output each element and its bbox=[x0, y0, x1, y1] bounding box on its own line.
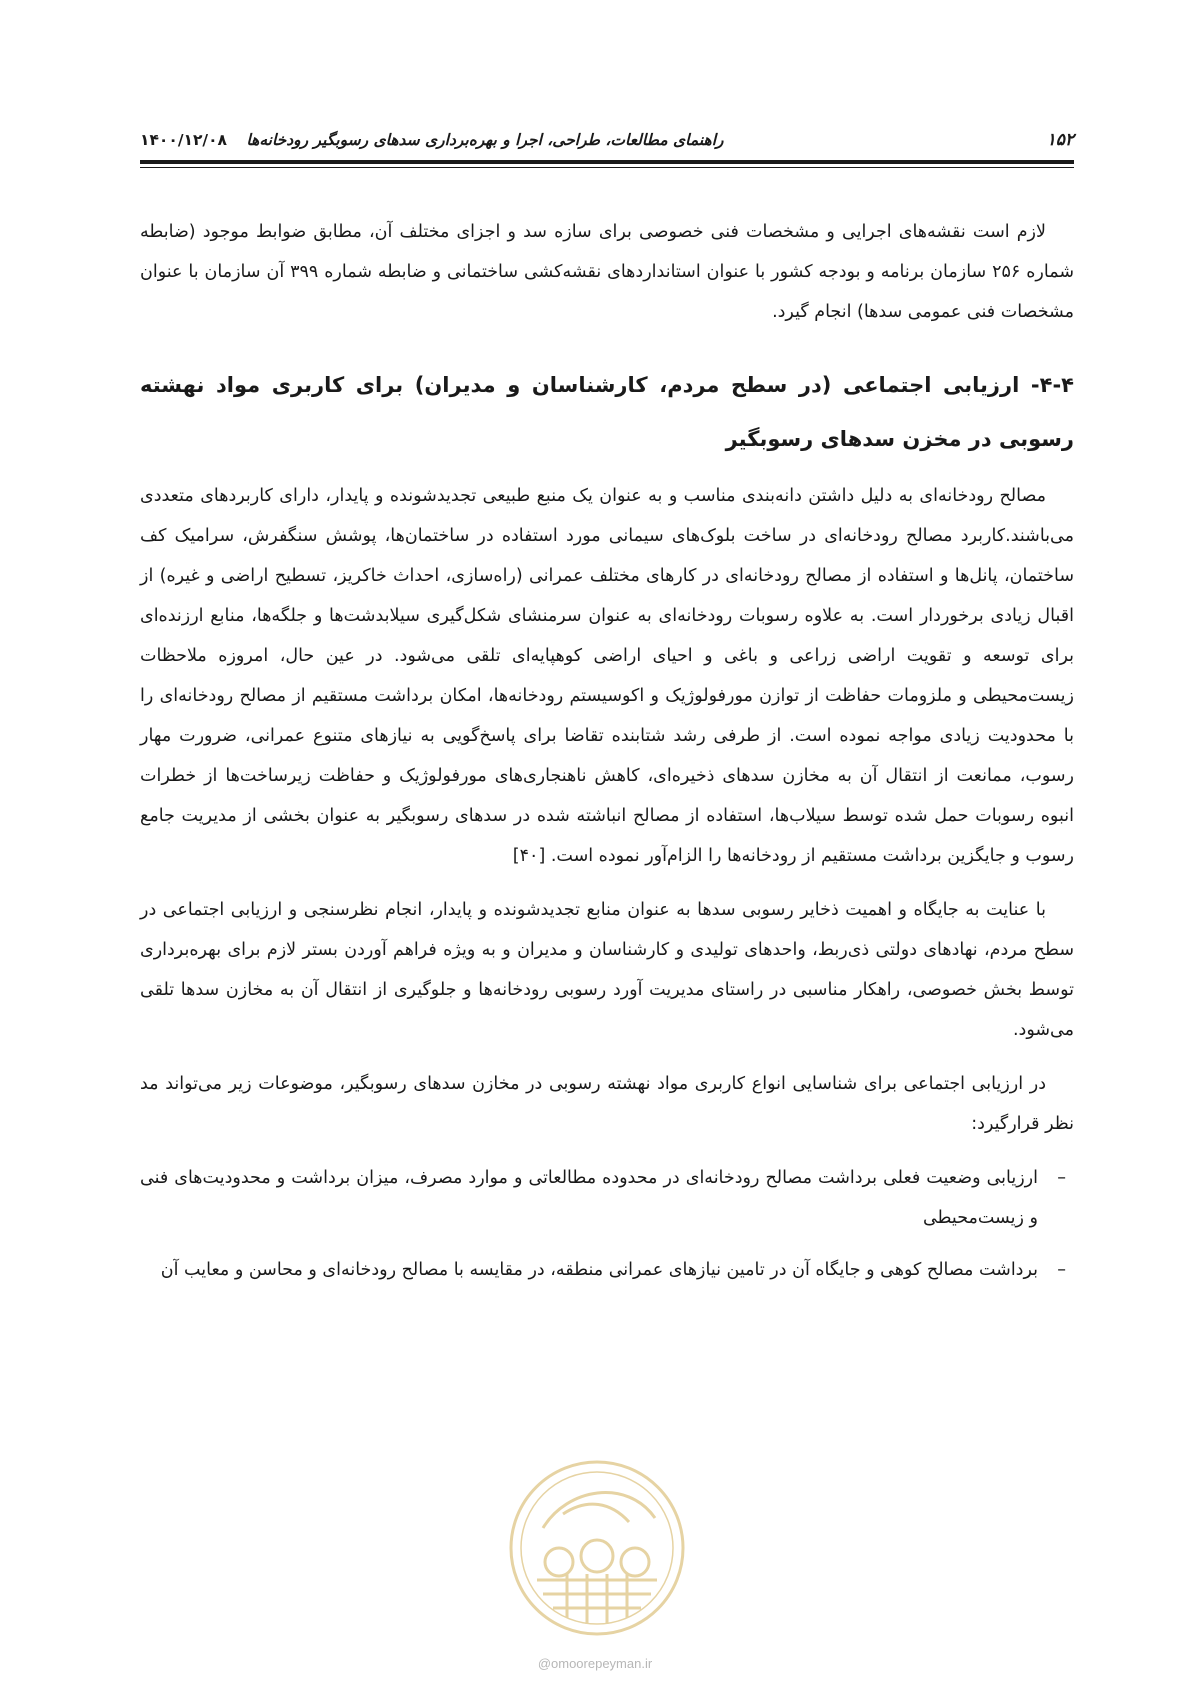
page-number: ۱۵۲ bbox=[1046, 130, 1074, 150]
header-date: ۱۴۰۰/۱۲/۰۸ bbox=[140, 131, 228, 149]
list-dash: – bbox=[1057, 1260, 1066, 1280]
publisher-seal-logo bbox=[507, 1458, 687, 1638]
body-paragraph-3: در ارزیابی اجتماعی برای شناسایی انواع کاربری مواد نهشته رسوبی در مخازن سدهای رسوبگیر، موضوعات زیر می‌تواند مد نظر قرارگیرد: bbox=[140, 1074, 1074, 1134]
list-item-text: برداشت مصالح کوهی و جایگاه آن در تامین نیازهای عمرانی منطقه، در مقایسه با مصالح رودخانه‌ای و محاسن و معایب آن bbox=[160, 1260, 1038, 1280]
watermark-url: @omoorepeyman.ir bbox=[537, 1656, 653, 1671]
page-body bbox=[140, 212, 1074, 1302]
body-paragraph-2: با عنایت به جایگاه و اهمیت ذخایر رسوبی سدها به عنوان منابع تجدیدشونده و پایدار، انجام نظرسنجی و ارزیابی اجتماعی در سطح مردم، نهادهای دولتی ذی‌ربط، واحدهای تولیدی و کارشناسان و مدیران و به ویژه فراهم آوردن بستر لازم برای بهره‌برداری توسط بخش خصوصی، راهکار مناسبی در راستای مدیریت آورد رسوبی رودخانه‌ها و جلوگیری از انتقال آن به مخازن سدها تلقی می‌شود. bbox=[140, 900, 1074, 1040]
running-title bbox=[140, 131, 724, 149]
section-heading: ۴-۴- ارزیابی اجتماعی (در سطح مردم، کارشناسان و مدیران) برای کاربری مواد نهشته رسوبی در مخزن سدهای رسوبگیر bbox=[140, 373, 1074, 451]
list-item-text: ارزیابی وضعیت فعلی برداشت مصالح رودخانه‌ای در محدوده مطالعاتی و موارد مصرف، میزان برداشت و محدودیت‌های فنی و زیست‌محیطی bbox=[140, 1168, 1038, 1228]
header-rule-thin bbox=[140, 167, 1074, 168]
list-dash: – bbox=[1057, 1168, 1066, 1188]
page-header bbox=[140, 126, 1074, 154]
list-item bbox=[140, 1250, 1074, 1290]
topic-list bbox=[140, 1158, 1074, 1290]
body-paragraph-1: مصالح رودخانه‌ای به دلیل داشتن دانه‌بندی مناسب و به عنوان یک منبع طبیعی تجدیدشونده و پایدار، دارای کاربردهای متعددی می‌باشند.کاربرد مصالح رودخانه‌ای در ساخت بلوک‌های سیمانی مورد استفاده در ساختمان‌ها، پوشش سنگفرش، سرامیک کف ساختمان، پانل‌ها و استفاده از مصالح رودخانه‌ای در کارهای مختلف عمرانی (راه‌سازی، احداث خاکریز، تسطیح اراضی و غیره) از اقبال زیادی برخوردار است. به علاوه رسوبات رودخانه‌ای به عنوان سرمنشای شکل‌گیری سیلابدشت‌ها و جلگه‌ها، منابع ارزنده‌ای برای توسعه و تقویت اراضی زراعی و باغی و احیای اراضی کوهپایه‌ای تلقی می‌شود. در عین حال، امروزه ملاحظات زیست‌محیطی و ملزومات حفاظت از توازن مورفولوژیک و اکوسیستم رودخانه‌ها، امکان برداشت مستقیم از مصالح رودخانه‌ای را با محدودیت زیادی مواجه نموده است. از طرفی رشد شتابنده تقاضا برای پاسخ‌گویی به نیازهای متنوع عمرانی، ضرورت مهار رسوب، ممانعت از انتقال آن به مخازن سدهای ذخیره‌ای، کاهش ناهنجاری‌های مورفولوژیک و حفاظت زیرساخت‌ها از خطرات انبوه رسوبات حمل شده توسط سیلاب‌ها، استفاده از مصالح انباشته شده در سدهای رسوبگیر به عنوان بخشی از مدیریت جامع رسوب و جایگزین برداشت مستقیم از رودخانه‌ها را الزام‌آور نموده است. [۴۰] bbox=[140, 486, 1074, 866]
header-rule-thick bbox=[140, 160, 1074, 164]
list-item bbox=[140, 1158, 1074, 1238]
intro-paragraph: لازم است نقشه‌های اجرایی و مشخصات فنی خصوصی برای سازه سد و اجزای مختلف آن، مطابق ضوابط موجود (ضابطه شماره ۲۵۶ سازمان برنامه و بودجه کشور با عنوان استانداردهای نقشه‌کشی ساختمانی و ضابطه شماره ۳۹۹ آن سازمان با عنوان مشخصات فنی عمومی سدها) انجام گیرد. bbox=[140, 222, 1074, 322]
header-title: راهنمای مطالعات، طراحی، اجرا و بهره‌برداری سدهای رسوبگیر رودخانه‌ها bbox=[246, 131, 724, 149]
